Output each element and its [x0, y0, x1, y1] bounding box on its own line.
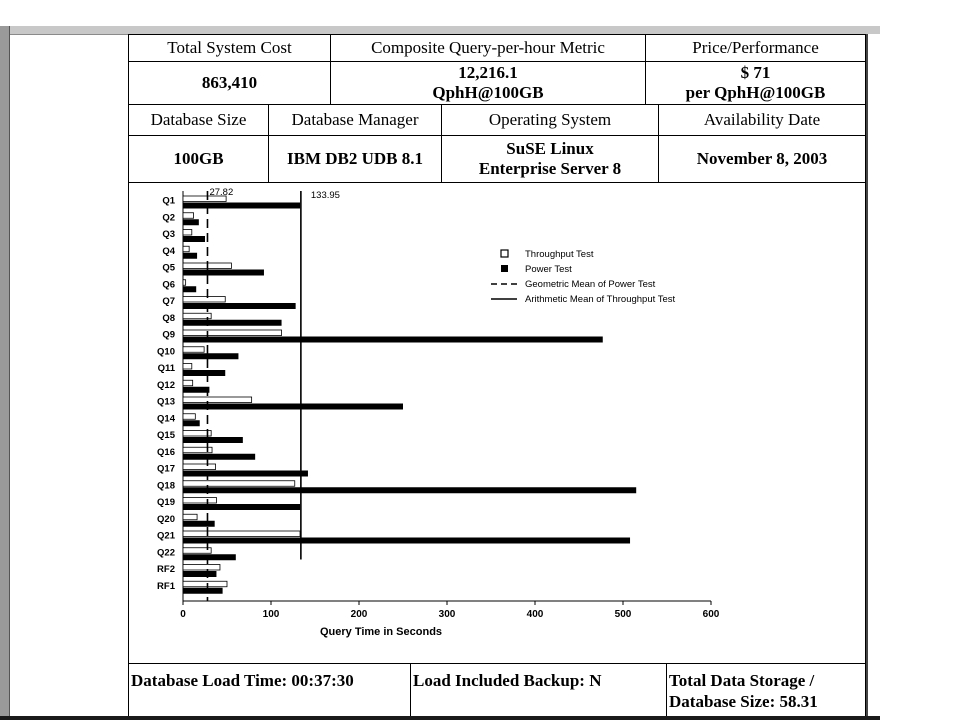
power-bar: [183, 286, 196, 292]
power-bar: [183, 404, 403, 410]
operating-system-label: Operating System: [488, 110, 612, 129]
price-performance-value: $ 71: [740, 63, 771, 82]
window-right-area: [868, 34, 960, 720]
power-bar: [183, 203, 300, 209]
category-label: Q16: [157, 446, 175, 458]
x-tick-label: 500: [614, 609, 632, 620]
power-bar: [183, 370, 225, 376]
x-tick-label: 200: [350, 609, 368, 620]
power-bar: [183, 538, 630, 544]
category-label: Q15: [157, 430, 175, 441]
load-backup-cell: [410, 663, 667, 720]
category-label: Q2: [162, 212, 175, 224]
availability-date-value: November 8, 2003: [696, 149, 828, 168]
window-bottom-edge: [0, 716, 880, 720]
category-label: Q6: [162, 279, 175, 291]
category-label: Q9: [162, 329, 175, 341]
power-bar: [183, 437, 243, 443]
total-system-cost-header: [128, 34, 331, 62]
price-performance-label: Price/Performance: [692, 38, 819, 57]
category-label: Q17: [157, 463, 175, 475]
geometric-mean-label: 27.82: [209, 187, 234, 198]
throughput-bar: [183, 565, 220, 571]
total-system-cost-value: 863,410: [201, 73, 258, 92]
throughput-bar: [183, 397, 252, 403]
database-size-label: Database Size: [150, 110, 247, 129]
power-bar: [183, 253, 197, 259]
operating-system-header: [441, 104, 659, 136]
power-bar: [183, 554, 236, 560]
throughput-bar: [183, 213, 194, 219]
composite-metric-unit: QphH@100GB: [432, 83, 544, 102]
availability-date-header: [658, 104, 866, 136]
throughput-bar: [183, 531, 300, 537]
power-bar: [183, 219, 199, 225]
throughput-bar: [183, 498, 216, 504]
throughput-bar: [183, 297, 225, 303]
price-performance-header: [645, 34, 866, 62]
power-bar: [183, 303, 296, 309]
category-label: Q13: [157, 396, 175, 408]
category-label: Q22: [157, 547, 175, 559]
throughput-bar: [183, 364, 192, 370]
throughput-bar: [183, 514, 197, 520]
category-label: RF2: [157, 564, 175, 575]
category-label: Q11: [157, 363, 175, 374]
power-bar: [183, 236, 205, 242]
composite-metric-header: [330, 34, 646, 62]
price-performance-unit: per QphH@100GB: [685, 83, 826, 102]
power-bar: [183, 420, 200, 426]
database-manager-header: [268, 104, 442, 136]
category-label: RF1: [157, 580, 175, 592]
composite-metric-label: Composite Query-per-hour Metric: [371, 38, 605, 57]
database-manager-value: IBM DB2 UDB 8.1: [286, 149, 423, 168]
power-bar: [183, 320, 282, 326]
load-backup-text: Load Included Backup: N: [413, 671, 602, 690]
load-time-text: Database Load Time: 00:37:30: [131, 671, 354, 690]
total-system-cost-cell: [128, 61, 331, 105]
power-bar: [183, 471, 308, 477]
power-bar: [183, 454, 255, 460]
database-manager-label: Database Manager: [291, 110, 419, 129]
throughput-bar: [183, 280, 186, 286]
x-tick-label: 400: [526, 609, 544, 620]
power-bar: [183, 571, 216, 577]
query-time-chart: [129, 183, 865, 663]
legend-arithmetic-label: Arithmetic Mean of Throughput Test: [525, 294, 676, 305]
load-time-cell: [128, 663, 411, 720]
x-axis-title: Query Time in Seconds: [319, 626, 443, 638]
category-label: Q4: [162, 245, 175, 257]
category-label: Q18: [157, 480, 175, 492]
query-time-chart-frame: [128, 182, 866, 664]
database-size-value: 100GB: [173, 149, 224, 168]
storage-ratio-line1: Total Data Storage /: [669, 671, 815, 690]
category-label: Q7: [162, 296, 175, 307]
legend-geometric-label: Geometric Mean of Power Test: [525, 279, 656, 290]
price-performance-cell: [645, 61, 866, 105]
power-bar: [183, 337, 603, 343]
category-label: Q20: [157, 513, 175, 525]
category-label: Q8: [162, 312, 175, 324]
legend-power-label: Power Test: [525, 264, 572, 275]
throughput-bar: [183, 347, 204, 353]
legend-power-swatch: [501, 265, 508, 272]
category-label: Q14: [157, 413, 175, 425]
power-bar: [183, 270, 264, 276]
window-left-border: [0, 26, 10, 720]
throughput-bar: [183, 414, 195, 420]
power-bar: [183, 487, 636, 493]
throughput-bar: [183, 246, 189, 252]
composite-metric-cell: [330, 61, 646, 105]
benchmark-summary-document: [128, 34, 866, 720]
total-system-cost-label: Total System Cost: [167, 38, 292, 57]
throughput-bar: [183, 581, 227, 587]
storage-ratio-line2: Database Size: 58.31: [669, 692, 818, 711]
x-tick-label: 0: [180, 609, 186, 620]
category-label: Q3: [162, 229, 175, 240]
database-size-cell: [128, 135, 269, 183]
power-bar: [183, 504, 300, 510]
operating-system-value-line1: SuSE Linux: [506, 139, 594, 158]
category-label: Q1: [162, 195, 175, 207]
window-top-strip: [0, 0, 960, 26]
database-manager-cell: [268, 135, 442, 183]
throughput-bar: [183, 380, 193, 386]
database-size-header: [128, 104, 269, 136]
throughput-bar: [183, 330, 282, 336]
category-label: Q19: [157, 497, 175, 508]
category-label: Q21: [157, 530, 175, 542]
power-bar: [183, 387, 209, 393]
category-label: Q10: [157, 346, 175, 358]
category-label: Q5: [162, 262, 175, 274]
power-bar: [183, 588, 223, 594]
x-tick-label: 300: [438, 609, 456, 620]
legend-throughput-swatch: [501, 250, 508, 257]
throughput-bar: [183, 230, 192, 236]
availability-date-label: Availability Date: [703, 110, 821, 129]
throughput-bar: [183, 464, 216, 470]
legend-throughput-label: Throughput Test: [525, 249, 594, 260]
operating-system-value-line2: Enterprise Server 8: [478, 159, 622, 178]
storage-ratio-cell: [666, 663, 866, 720]
arithmetic-mean-label: 133.95: [310, 190, 340, 201]
operating-system-cell: [441, 135, 659, 183]
power-bar: [183, 353, 238, 359]
x-tick-label: 600: [702, 609, 720, 620]
availability-date-cell: [658, 135, 866, 183]
power-bar: [183, 521, 215, 527]
category-label: Q12: [157, 379, 175, 391]
composite-metric-value: 12,216.1: [458, 63, 518, 82]
throughput-bar: [183, 481, 295, 487]
x-tick-label: 100: [262, 609, 280, 620]
